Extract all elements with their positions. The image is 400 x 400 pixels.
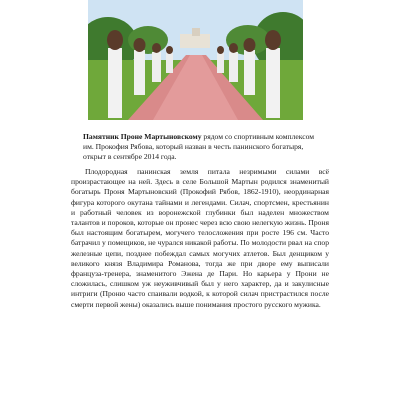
body-text	[71, 167, 329, 310]
monument-alley-photo	[88, 0, 303, 120]
photo-caption	[83, 132, 323, 162]
photo-illustration	[88, 0, 303, 120]
caption-bold-title: Памятник Проне Мартыновскому	[83, 132, 202, 141]
body-paragraph: Плодородная панинская земля питала незримыми силами всё произрастающее на ней. Здесь в селе Большой Мартын родился знаменитый богатырь Проня Мартыновский (Прокофий Рябов, 1862-1910), неординарная фигура которого окутана тайнами и легендами. Силач, спортсмен, крестьянин и работный человек из воронежской глубинки был наделен множеством талантов и пороков, которые он пронес через всю свою нелегкую жизнь. Проня был настоящим богатырем, могучего телосложения при росте 196 см. Часто батрачил у помещиков, не чурался никакой работы. По молодости рвал на спор железные цепи, позднее побеждал самых могучих атлетов. Был денщиком у великого князя Владимира Романова, тогда же при дворе ему выписали француза-тренера, знаменитого Эжена де Пари. Но карьера у Прони не сложилась, слишком уж неуживчивый был у него характер, да и закулисные интриги (Проню часто спаивали водкой, к которой силач пристрастился после смерти первой жены) оказались выше понимания простого русского мужика.	[71, 167, 329, 309]
caption-text: рядом со спортивным комплексом им. Прокофия Рябова, который назван в честь панинского богатыря, открыт в сентябре 2014 года.	[83, 132, 315, 161]
